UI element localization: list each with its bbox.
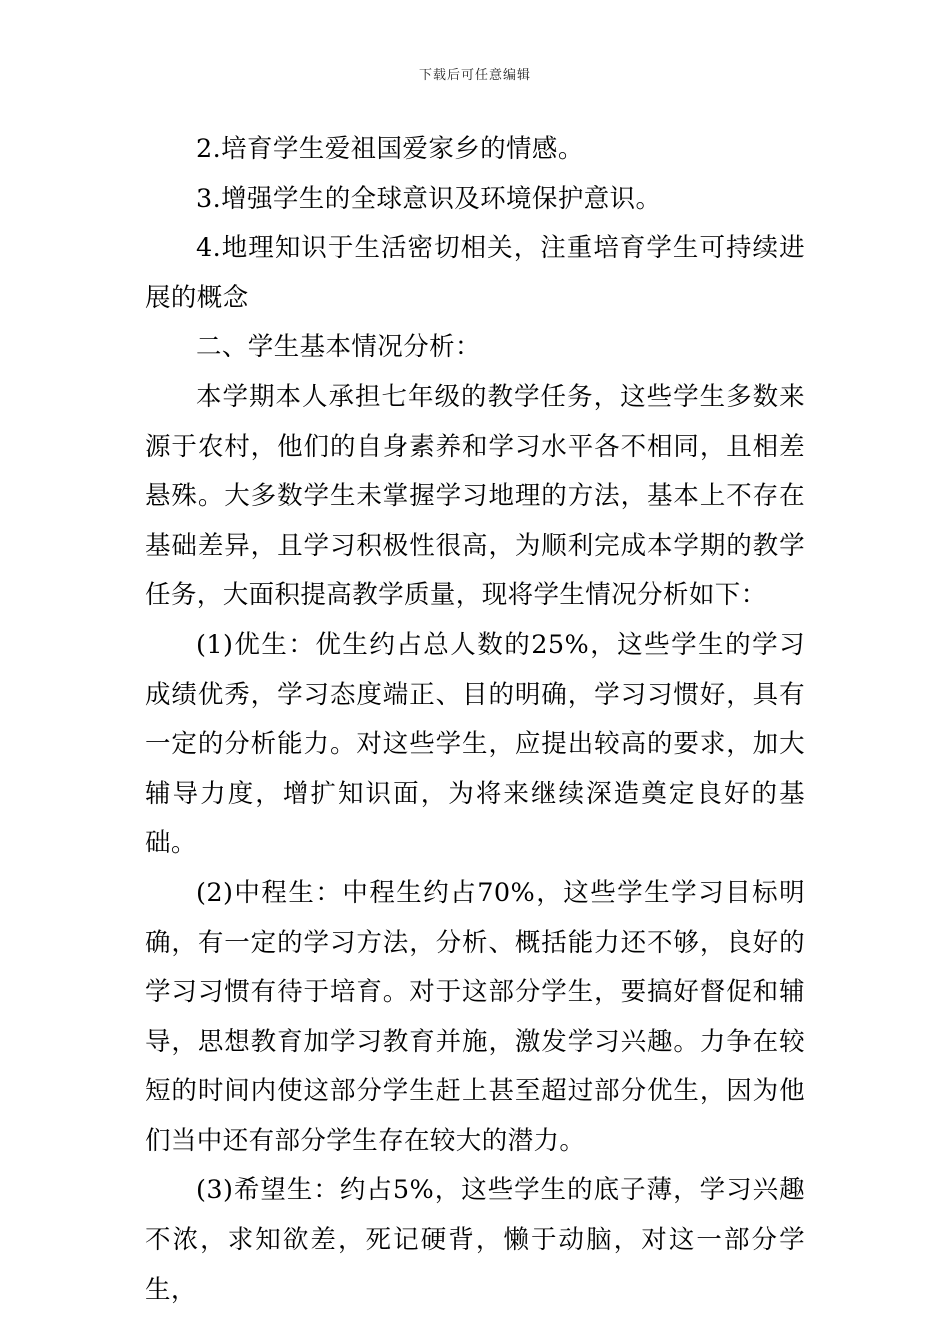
goal-item-2: 2.培育学生爱祖国爱家乡的情感。 [196,134,584,164]
middle-students-paragraph: (2)中程生：中程生约占70%，这些学生学习目标明确，有一定的学习方法，分析、概括能力还不够，良好的学习习惯有待于培育。对于这部分学生，要搞好督促和辅导，思想教育加学习教育并施，激发学习兴趣。力争在较短的时间内使这部分学生赶上甚至超过部分优生，因为他们当中还有部分学生存在较大的潜力。 [145,877,805,1156]
page-header: 下载后可任意编辑 [418,68,531,83]
goal-item-3: 3.增强学生的全球意识及环境保护意识。 [196,183,662,214]
document-body [145,125,805,1315]
top-students-paragraph: (1)优生：优生约占总人数的25%，这些学生的学习成绩优秀，学习态度端正、目的明确，学习习惯好，具有一定的分析能力。对这些学生，应提出较高的要求，加大辅导力度，增扩知识面，为将来继续深造奠定良好的基础。 [145,629,805,859]
goal-item-4: 4.地理知识于生活密切相关，注重培育学生可持续进展的概念 [145,233,805,313]
intro-paragraph: 本学期本人承担七年级的教学任务，这些学生多数来源于农村，他们的自身素养和学习水平各不相同，且相差悬殊。大多数学生未掌握学习地理的方法，基本上不存在基础差异，且学习积极性很高，为顺利完成本学期的教学任务，大面积提高教学质量，现将学生情况分析如下： [145,381,805,611]
hope-students-paragraph: (3)希望生：约占5%，这些学生的底子薄，学习兴趣不浓，求知欲差，死记硬背，懒于动脑，对这一部分学生， [145,1175,805,1305]
section-heading: 二、学生基本情况分析： [196,332,481,363]
